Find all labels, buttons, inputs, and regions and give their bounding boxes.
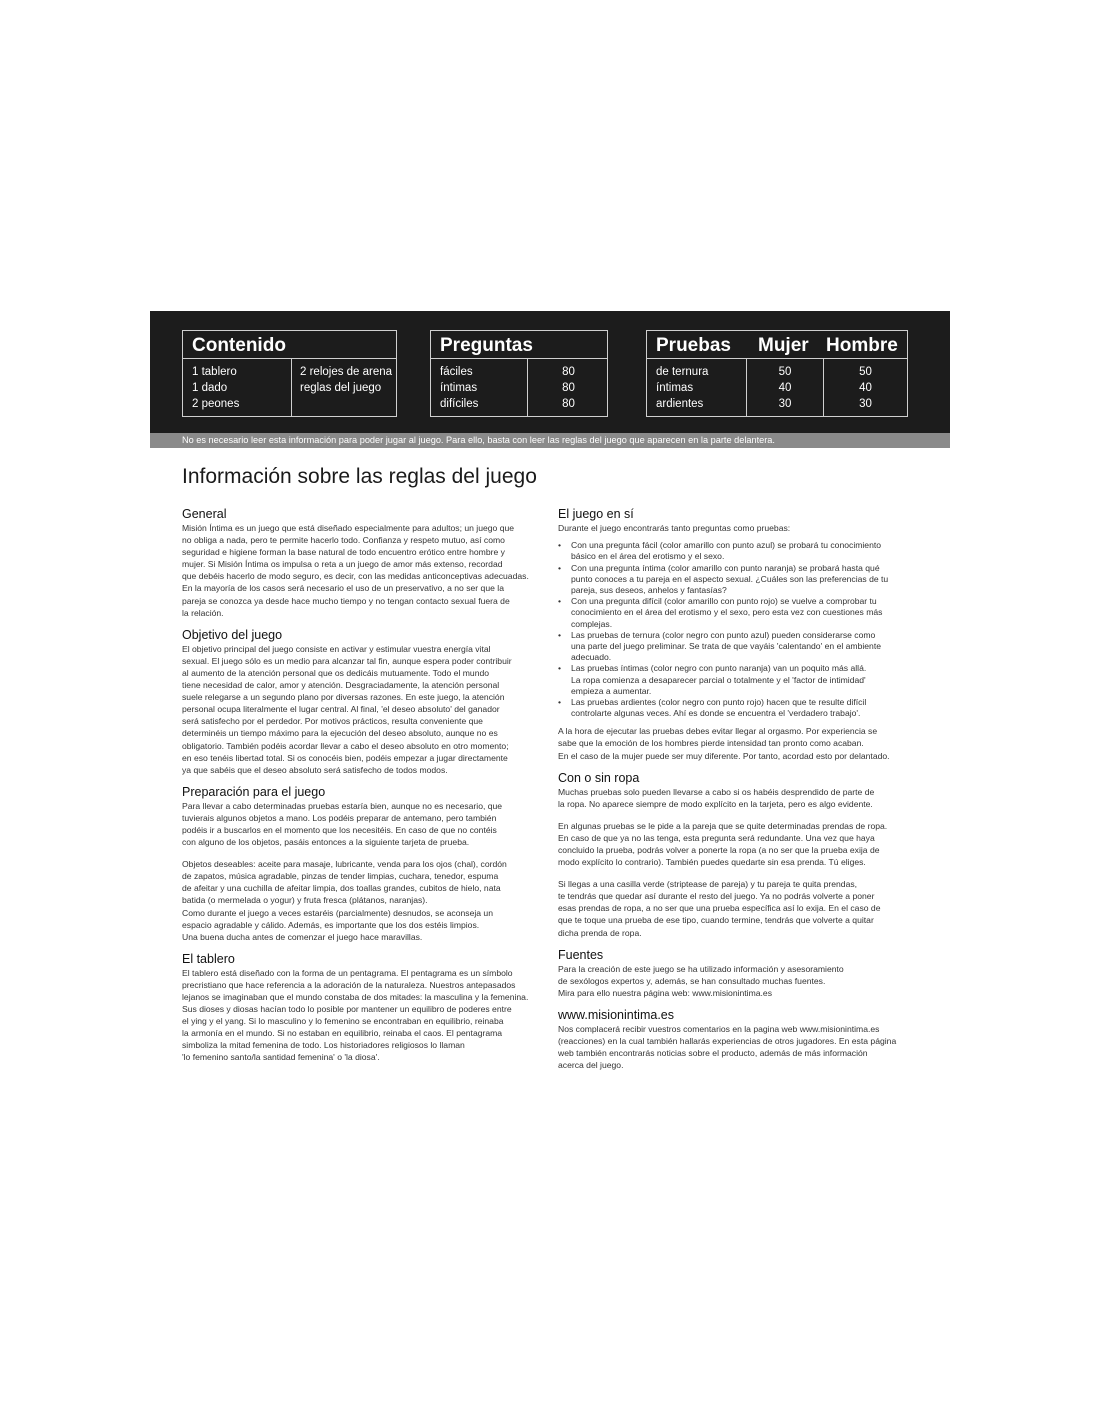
pruebas-mujer-value: 30 [778, 398, 792, 410]
list-item: • Con una pregunta íntima (color amarillo con punto naranja) se probará hasta qué punto conoces a tu pareja en el aspecto sexual. ¿Cuáles son las preferencias de tu pareja, sus deseos, anhelos y fantasías? [558, 563, 923, 597]
section-text: Misión Íntima es un juego que está diseñado especialmente para adultos; un juego que no obliga a nada, pero te permite hacerlo todo. Confianza y respeto mutuo, así como seguridad e higiene forman la base natural de todo encuentro erótico entre hombre y mujer. Si Misión Íntima os impulsa o reta a un juego de amor más extenso, recordad que debéis hacerlo de modo seguro, es decir, con las medidas anticonceptivas adecuadas. En la mayoría de los casos será necesario el uso de un preservativo, a no ser que la pareja se conozca ya desde hace mucho tiempo y no tengan contacto sexual fuera de la relación. [182, 523, 529, 618]
section-text: El objetivo principal del juego consiste en activar y estimular vuestra energía vital sexual. El juego sólo es un medio para alcanzar tal fin, aunque espera poder contribuir al aumento de la atención personal que os dedicáis mutuamente. Todo el mundo tiene necesidad de calor, amor y atención. Desgraciadamente, la atención personal suele relegarse a un segundo plano por diversas razones. En este juego, la atención personal ocupa literalmente el lugar central. Al final, 'el deseo absoluto' del ganador será satisfecho por el perdedor. Por motivos prácticos, resulta conveniente que determinéis un tiempo máximo para la ejecución del deseo absoluto, aunque no es obligatorio. También podéis acordar llevar a cabo el deseo absoluto en otro momento; en eso tenéis libertad total. Si os conocéis bien, podéis empezar a jugar directamente ya que sabéis que el deseo absoluto será satisfecho de todos modos. [182, 643, 512, 775]
section-tablero [182, 951, 547, 1064]
pruebas-hombre-value: 50 [859, 366, 872, 378]
list-item: • Las pruebas íntimas (color negro con punto naranja) van un poquito más allá. La ropa comienza a desaparecer parcial o totalmente y el 'factor de intimidad' empieza a aumentar. [558, 663, 923, 697]
section-text: Objetos deseables: aceite para masaje, lubricante, venda para los ojos (chal), cordón de zapatos, música agradable, pinzas de tender limpias, cuchara, tenedor, espuma de afeitar y una cuchilla de afeitar limpia, dos toallas grandes, cubitos de hielo, nata batida (o mermelada o yogur) y fruta fresca (plátanos, naranjas). Como durante el juego a veces estaréis (parcialmente) desnudos, se aconseja un espacio agradable y cálido. Además, es importante que los dos estéis limpios. Una buena ducha antes de comenzar el juego hace maravillas. [182, 859, 507, 942]
notice-banner: No es necesario leer esta información para poder jugar al juego. Para ello, basta con leer las reglas del juego que aparecen en la parte delantera. [150, 433, 950, 448]
section-web [558, 1007, 923, 1071]
pruebas-box [646, 330, 908, 417]
section-text: Para la creación de este juego se ha utilizado información y asesoramiento de sexólogos expertos y, además, se han consultado muchas fuentes. Mira para ello nuestra página web: www.misionintima.es [558, 963, 844, 998]
section-text: Nos complacerá recibir vuestros comentarios en la pagina web www.misionintima.es (reacciones) en la cual también hallarás experiencias de otros jugadores. En esta página web también encontrarás noticias sobre el producto, además de más información acerca del juego. [558, 1023, 897, 1071]
contenido-item: 1 dado [192, 382, 228, 394]
page-title: Información sobre las reglas del juego [182, 465, 537, 488]
pruebas-mujer-value: 40 [778, 382, 792, 394]
left-column [182, 506, 547, 1072]
section-text: El tablero está diseñado con la forma de un pentagrama. El pentagrama es un símbolo precristiano que hace referencia a la adoración de la naturaleza. Nuestros antepasados lejanos se imaginaban que el mundo constaba de dos mitades: la masculina y la femenina. Sus dioses y diosas hacían todo lo posible por mantener un equilibro de poderes entre el ying y el yang. Si lo masculino y lo femenino se encontraban en equilibrio, reinaba la armonía en el mundo. Si no estaban en equilibrio, reinaba el caos. El pentagrama simboliza la mitad femenina de todo. Los historiadores religiosos lo llaman 'lo femenino santo/la santidad femenina' o 'la diosa'. [182, 967, 529, 1063]
preguntas-title: Preguntas [431, 331, 607, 359]
pruebas-label: ardientes [656, 398, 704, 410]
preguntas-label: difíciles [440, 398, 479, 410]
contenido-item: 1 tablero [192, 366, 237, 378]
list-item: • Las pruebas de ternura (color negro con punto azul) pueden considerarse como una parte del juego preliminar. Se trata de que vayáis 'calentando' en el ambiente adecuado. [558, 630, 923, 664]
right-column [558, 506, 923, 1079]
mujer-header: Mujer [758, 335, 809, 356]
pruebas-mujer-value: 50 [778, 366, 792, 378]
contenido-item: reglas del juego [300, 382, 382, 394]
section-title: Con o sin ropa [558, 770, 640, 785]
section-preparacion [182, 784, 547, 943]
preguntas-value: 80 [562, 382, 575, 394]
section-text: En algunas pruebas se le pide a la pareja que se quite determinadas prendas de ropa. En caso de que ya no las tenga, esta pregunta será redundante. Una vez que haya concluido la prueba, podrás volver a ponerte la ropa (a no ser que la prueba exija de modo explícito lo contrario). También puedes quedarte sin esa prenda. Tú eliges. [558, 820, 888, 868]
preguntas-value: 80 [562, 366, 575, 378]
contenido-box [182, 330, 397, 417]
preguntas-value: 80 [562, 398, 575, 410]
section-ropa [558, 770, 923, 939]
preguntas-label: fáciles [440, 366, 473, 378]
pruebas-label: de ternura [656, 366, 709, 378]
pruebas-hombre-value: 30 [859, 398, 872, 410]
bullet-list [558, 540, 923, 719]
preguntas-box [430, 330, 608, 417]
section-text: A la hora de ejecutar las pruebas debes evitar llegar al orgasmo. Por experiencia se sabe que la emoción de los hombres pierde intensidad tan pronto como acaban. En el caso de la mujer puede ser muy diferente. Por tanto, acordad esto por delantado. [558, 726, 890, 761]
section-text: Muchas pruebas solo pueden llevarse a cabo si os habéis desprendido de parte de la ropa. No aparece siempre de modo explícito en la tarjeta, pero es algo evidente. [558, 786, 875, 809]
list-item: • Con una pregunta difícil (color amarillo con punto rojo) se vuelve a comprobar tu conocimiento en el área del erotismo y el sexo, pero esta vez con cuestiones más complejas. [558, 596, 923, 630]
contenido-item: 2 peones [192, 398, 240, 410]
section-title: Preparación para el juego [182, 784, 326, 799]
section-title: El tablero [182, 951, 235, 966]
section-general [182, 506, 547, 619]
section-text: Para llevar a cabo determinadas pruebas estaría bien, aunque no es necesario, que tuvierais algunos objetos a mano. Los podéis preparar de antemano, pero también podéis ir a buscarlos en el momento que los necesitéis. En caso de que no contéis con alguno de los objetos, pasáis entonces a la siguiente tarjeta de prueba. [182, 800, 503, 848]
section-title: El juego en sí [558, 507, 634, 521]
section-title: www.misionintima.es [558, 1007, 675, 1022]
section-text: Durante el juego encontrarás tanto preguntas como pruebas: [558, 523, 791, 533]
preguntas-label: íntimas [440, 382, 478, 394]
list-item: • Con una pregunta fácil (color amarillo con punto azul) se probará tu conocimiento básico en el área del erotismo y el sexo. [558, 540, 923, 562]
contenido-item: 2 relojes de arena [300, 366, 393, 378]
section-title: Objetivo del juego [182, 627, 283, 642]
section-title: General [182, 507, 227, 521]
section-objetivo [182, 627, 547, 776]
section-fuentes [558, 947, 923, 999]
pruebas-header [647, 331, 907, 359]
pruebas-hombre-value: 40 [859, 382, 872, 394]
list-item: • Las pruebas ardientes (color negro con punto rojo) hacen que te resulte difícil controlarte algunas veces. Ahí es donde se encuentra el 'verdadero trabajo'. [558, 697, 923, 719]
pruebas-title: Pruebas [656, 335, 731, 356]
section-title: Fuentes [558, 947, 604, 962]
pruebas-label: íntimas [656, 382, 694, 394]
section-juego [558, 506, 923, 762]
section-text: Si llegas a una casilla verde (striptease de pareja) y tu pareja te quita prendas, te tendrás que quedar así durante el resto del juego. Ya no podrás volverte a poner esas prendas de ropa, a no ser que una prueba específica así lo exija. En el caso de que te toque una prueba de ese tipo, cuando termine, tendrás que volverte a quitar dicha prenda de ropa. [558, 879, 881, 938]
contenido-title: Contenido [183, 331, 396, 359]
hombre-header: Hombre [826, 335, 898, 356]
